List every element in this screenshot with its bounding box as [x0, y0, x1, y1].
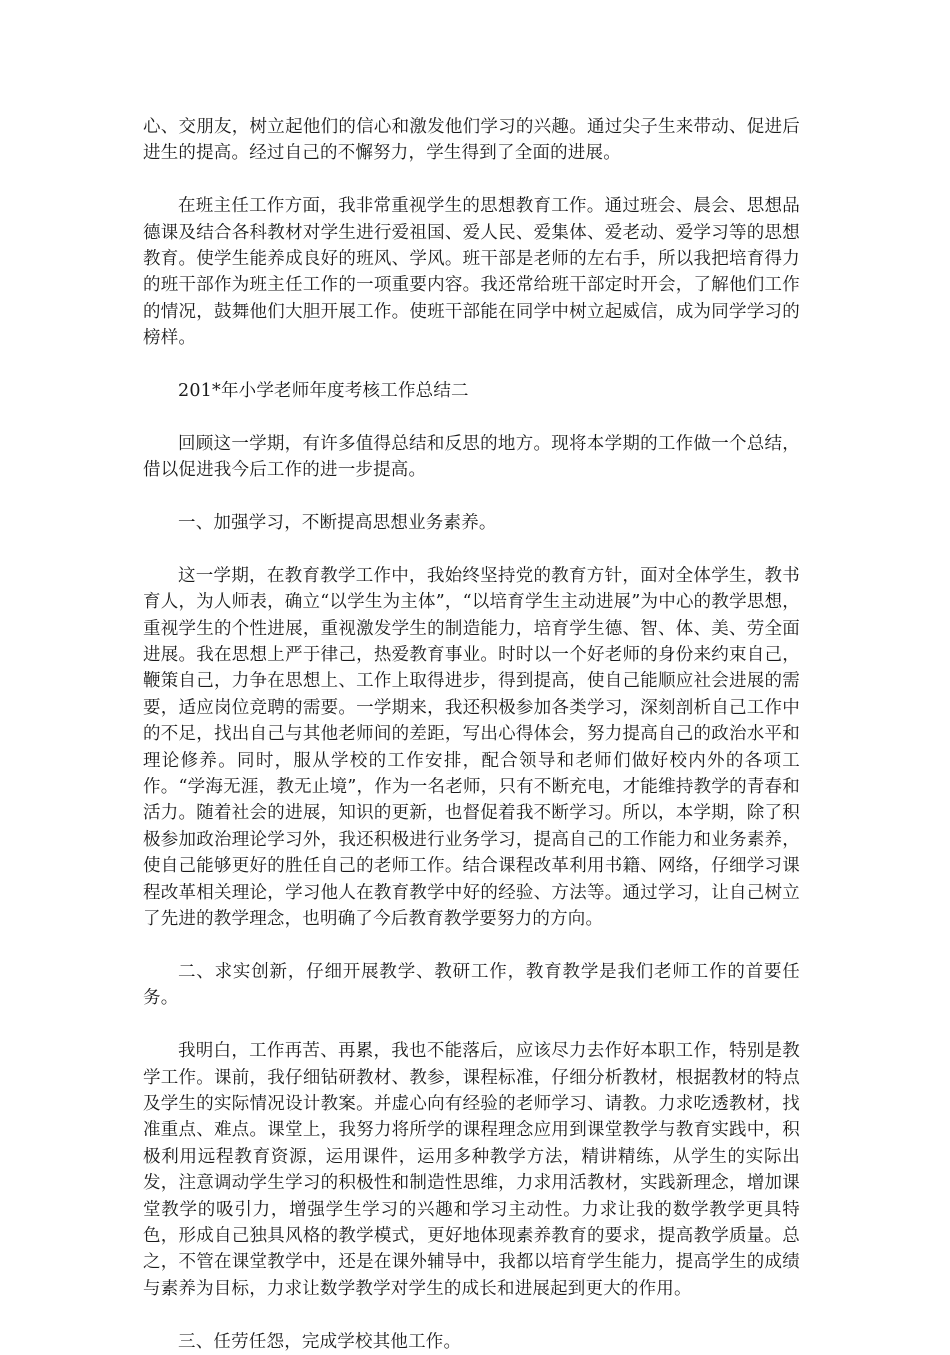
- document-page: [143, 114, 800, 1355]
- paragraph-teaching-details: 我明白，工作再苦、再累，我也不能落后，应该尽力去作好本职工作，特别是教学工作。课前，我仔细钻研教材、教参，课程标准，仔细分析教材，根据教材的特点及学生的实际情况设计教案。并虚心向有经验的老师学习、请教。力求吃透教材，找准重点、难点。课堂上，我努力将所学的课程理念应用到课堂教学与教育实践中，积极利用远程教育资源，运用课件，运用多种教学方法，精讲精练，从学生的实际出发，注意调动学生学习的积极性和制造性思维，力求用活教材，实践新理念，增加课堂教学的吸引力，增强学生学习的兴趣和学习主动性。力求让我的数学教学更具特色，形成自己独具风格的教学模式，更好地体现素养教育的要求，提高教学质量。总之，不管在课堂教学中，还是在课外辅导中，我都以培育学生能力，提高学生的成绩与素养为目标，力求让数学教学对学生的成长和进展起到更大的作用。: [143, 1041, 800, 1299]
- paragraph-learning-details: 这一学期，在教育教学工作中，我始终坚持党的教育方针，面对全体学生，教书育人，为人师表，确立“以学生为主体”，“以培育学生主动进展”为中心的教学思想，重视学生的个性进展，重视激发学生的制造能力，培育学生德、智、体、美、劳全面进展。我在思想上严于律己，热爱教育事业。时时以一个好老师的身份来约束自己，鞭策自己，力争在思想上、工作上取得进步，得到提高，使自己能顺应社会进展的需要，适应岗位竞聘的需要。一学期来，我还积极参加各类学习，深刻剖析自己工作中的不足，找出自己与其他老师间的差距，写出心得体会，努力提高自己的政治水平和理论修养。同时，服从学校的工作安排，配合领导和老师们做好校内外的各项工作。“学海无涯，教无止境”，作为一名老师，只有不断充电，才能维持教学的青春和活力。随着社会的进展，知识的更新，也督促着我不断学习。所以，本学期，除了积极参加政治理论学习外，我还积极进行业务学习，提高自己的工作能力和业务素养，使自己能够更好的胜任自己的老师工作。结合课程改革利用书籍、网络，仔细学习课程改革相关理论，学习他人在教育教学中好的经验、方法等。通过学习，让自己树立了先进的教学理念，也明确了今后教育教学要努力的方向。: [143, 565, 800, 930]
- paragraph-review-intro: 回顾这一学期，有许多值得总结和反思的地方。现将本学期的工作做一个总结，借以促进我今后工作的进一步提高。: [143, 433, 800, 481]
- section-title-summary-two: 201*年小学老师年度考核工作总结二: [178, 381, 469, 402]
- heading-strengthen-learning: 一、加强学习，不断提高思想业务素养。: [178, 513, 497, 534]
- paragraph-continuation: 心、交朋友，树立起他们的信心和激发他们学习的兴趣。通过尖子生来带动、促进后进生的提高。经过自己的不懈努力，学生得到了全面的进展。: [143, 117, 800, 164]
- heading-other-work: 三、任劳任怨，完成学校其他工作。: [178, 1331, 462, 1352]
- paragraph-class-teacher-work: 在班主任工作方面，我非常重视学生的思想教育工作。通过班会、晨会、思想品德课及结合各科教材对学生进行爱祖国、爱人民、爱集体、爱老动、爱学习等的思想教育。使学生能养成良好的班风、学风。班干部是老师的左右手，所以我把培育得力的班干部作为班主任工作的一项重要内容。我还常给班干部定时开会，了解他们工作的情况，鼓舞他们大胆开展工作。使班干部能在同学中树立起威信，成为同学学习的榜样。: [143, 196, 800, 349]
- heading-teaching-research: 二、求实创新，仔细开展教学、教研工作，教育教学是我们老师工作的首要任务。: [143, 961, 800, 1009]
